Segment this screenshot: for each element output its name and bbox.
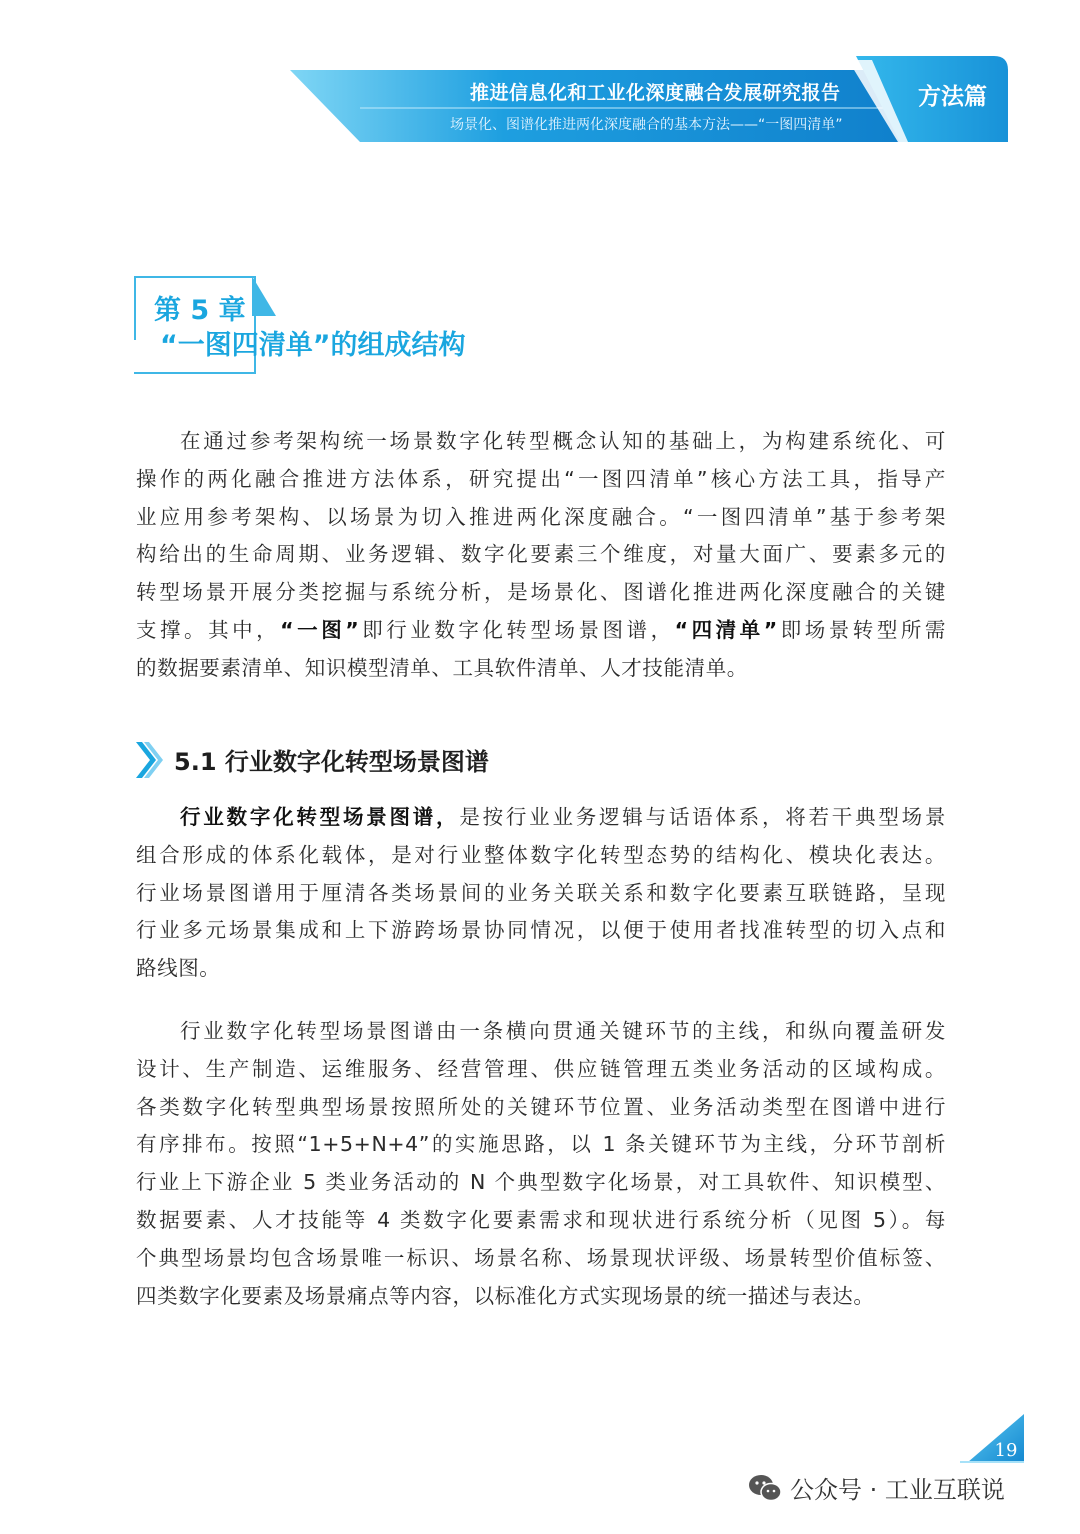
text-run: 即场景转型所需 <box>777 617 946 642</box>
watermark <box>748 1470 1005 1505</box>
report-title: 推进信息化和工业化深度融合发展研究报告 <box>470 82 841 104</box>
text-line: 组合形成的体系化载体，是对行业整体数字化转型态势的结构化、模块化表达。 <box>136 842 946 867</box>
text-line <box>136 612 946 650</box>
text-line: 转型场景开展分类挖掘与系统分析，是场景化、图谱化推进两化深度融合的关键 <box>136 580 946 605</box>
chapter-title: “一图四清单”的组成结构 <box>160 330 466 361</box>
wechat-icon <box>748 1473 782 1503</box>
header-banner <box>0 0 1080 160</box>
text-line: 在通过参考架构统一场景数字化转型概念认知的基础上，为构建系统化、可 <box>180 429 946 453</box>
bold-term: “一图” <box>280 617 360 642</box>
text-line <box>136 799 946 837</box>
text-line: 行业上下游企业 5 类业务活动的 N 个典型数字化场景，对工具软件、知识模型、 <box>136 1170 946 1195</box>
bold-term: 行业数字化转型场景图谱， <box>180 805 460 829</box>
intro-paragraph <box>136 423 946 688</box>
chevron-right-icon <box>134 740 164 780</box>
text-line: 数据要素、人才技能等 4 类数字化要素需求和现状进行系统分析（见图 5）。每 <box>136 1207 946 1232</box>
chapter-corner-icon <box>252 276 278 316</box>
text-run: 是按行业业务逻辑与话语体系，将若干典型场景 <box>459 805 946 829</box>
text-line: 操作的两化融合推进方法体系，研究提出“一图四清单”核心方法工具，指导产 <box>136 466 946 491</box>
text-run: 即行业数字化转型场景图谱， <box>359 617 675 642</box>
bold-term: “四清单” <box>674 617 778 642</box>
text-line: 行业数字化转型场景图谱由一条横向贯通关键环节的主线，和纵向覆盖研发 <box>180 1019 946 1043</box>
text-line: 四类数字化要素及场景痛点等内容，以标准化方式实现场景的统一描述与表达。 <box>136 1283 875 1308</box>
section-label: 方法篇 <box>918 84 987 110</box>
chapter-frame-gap <box>134 340 140 372</box>
text-run: 支撑。其中， <box>136 617 281 642</box>
text-line: 行业场景图谱用于厘清各类场景间的业务关联关系和数字化要素互联链路，呈现 <box>136 880 946 905</box>
text-line: 有序排布。按照“1+5+N+4”的实施思路，以 1 条关键环节为主线，分环节剖析 <box>136 1132 946 1157</box>
text-line: 行业多元场景集成和上下游跨场景协同情况，以便于使用者找准转型的切入点和 <box>136 918 946 943</box>
text-line: 的数据要素清单、知识模型清单、工具软件清单、人才技能清单。 <box>136 655 748 680</box>
section-paragraph-2 <box>136 1013 946 1315</box>
chapter-number: 第 5 章 <box>154 295 246 326</box>
text-line: 个典型场景均包含场景唯一标识、场景名称、场景现状评级、场景转型价值标签、 <box>136 1245 946 1270</box>
text-line: 路线图。 <box>136 956 221 981</box>
text-line: 各类数字化转型典型场景按照所处的关键环节位置、业务活动类型在图谱中进行 <box>136 1094 946 1119</box>
report-subtitle: 场景化、图谱化推进两化深度融合的基本方法——“一图四清单” <box>450 117 843 133</box>
section-paragraph-1 <box>136 799 946 988</box>
section-title: 5.1 行业数字化转型场景图谱 <box>174 748 489 776</box>
watermark-text: 公众号 · 工业互联说 <box>790 1476 1005 1504</box>
text-line: 构给出的生命周期、业务逻辑、数字化要素三个维度，对量大面广、要素多元的 <box>136 542 946 567</box>
page-number: 19 <box>994 1440 1018 1461</box>
text-line: 业应用参考架构、以场景为切入推进两化深度融合。“一图四清单”基于参考架 <box>136 504 946 529</box>
text-line: 设计、生产制造、运维服务、经营管理、供应链管理五类业务活动的区域构成。 <box>136 1056 946 1081</box>
